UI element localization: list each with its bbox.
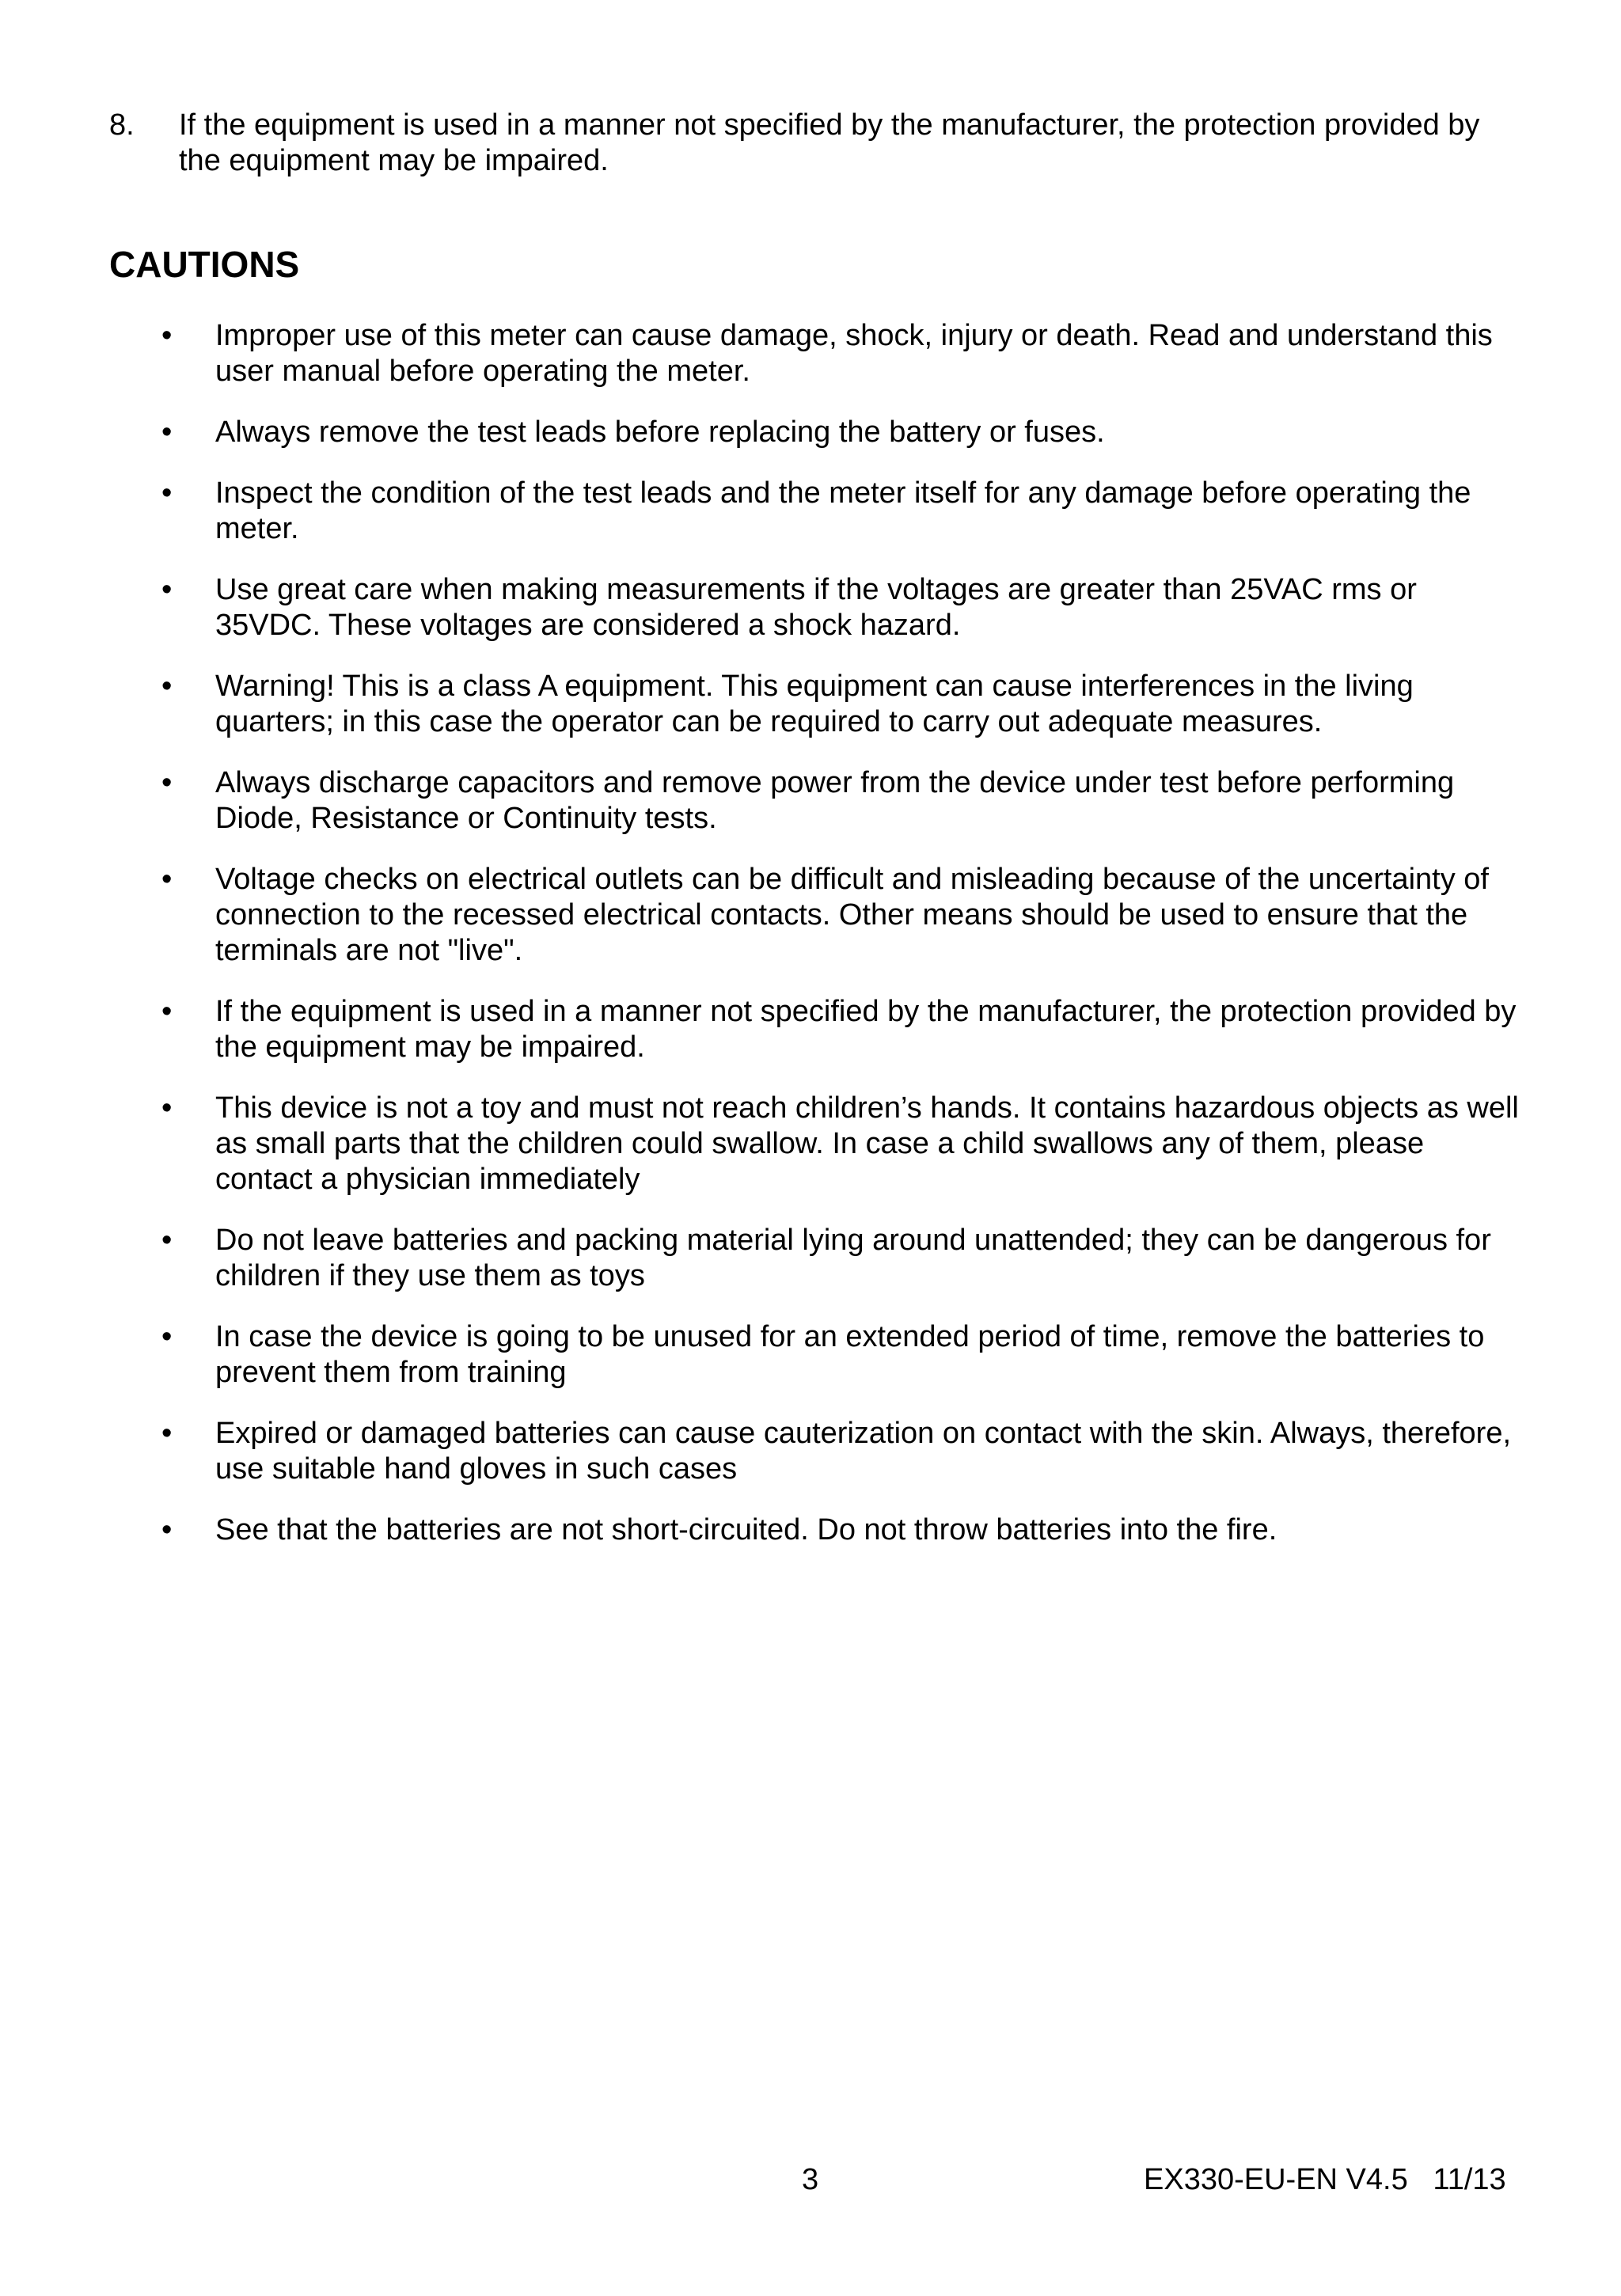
caution-text: Always discharge capacitors and remove power from the device under test before performing Diode, Resistance or Continuity tests. bbox=[215, 766, 1455, 835]
bullet-icon: • bbox=[161, 670, 173, 703]
caution-item bbox=[109, 415, 1526, 450]
caution-item bbox=[109, 572, 1526, 643]
caution-item bbox=[109, 994, 1526, 1065]
bullet-icon: • bbox=[161, 995, 173, 1028]
caution-text: If the equipment is used in a manner not specified by the manufacturer, the protection provided by the equipment may be impaired. bbox=[215, 995, 1517, 1064]
caution-item bbox=[109, 1416, 1526, 1487]
caution-text: Warning! This is a class A equipment. This equipment can cause interferences in the living quarters; in this case the operator can be required to carry out adequate measures. bbox=[215, 670, 1414, 738]
caution-item bbox=[109, 669, 1526, 740]
caution-text: This device is not a toy and must not reach children’s hands. It contains hazardous objects as well as small parts that the children could swallow. In case a child swallows any of them, please contact a physician immediately bbox=[215, 1091, 1519, 1196]
caution-text: Do not leave batteries and packing material lying around unattended; they can be dangerous for children if they use them as toys bbox=[215, 1224, 1491, 1292]
caution-text: Expired or damaged batteries can cause cauterization on contact with the skin. Always, therefore, use suitable hand gloves in such cases bbox=[215, 1417, 1512, 1486]
bullet-icon: • bbox=[161, 573, 173, 606]
caution-item bbox=[109, 1319, 1526, 1391]
caution-item bbox=[109, 1091, 1526, 1197]
bullet-icon: • bbox=[161, 863, 173, 896]
caution-item bbox=[109, 1223, 1526, 1294]
bullet-icon: • bbox=[161, 766, 173, 799]
caution-item bbox=[109, 476, 1526, 547]
caution-item bbox=[109, 1512, 1526, 1548]
caution-text: Improper use of this meter can cause damage, shock, injury or death. Read and understand this user manual before operating the meter. bbox=[215, 319, 1493, 388]
document-id: EX330-EU-EN V4.5 11/13 bbox=[1144, 2163, 1506, 2196]
caution-text: Inspect the condition of the test leads and the meter itself for any damage before operating the meter. bbox=[215, 476, 1471, 545]
bullet-icon: • bbox=[161, 319, 173, 352]
item-text: If the equipment is used in a manner not specified by the manufacturer, the protection provided by the equipment may be impaired. bbox=[179, 108, 1480, 177]
bullet-icon: • bbox=[161, 1320, 173, 1353]
cautions-heading: CAUTIONS bbox=[109, 244, 300, 285]
caution-text: See that the batteries are not short-circuited. Do not throw batteries into the fire. bbox=[215, 1513, 1277, 1546]
bullet-icon: • bbox=[161, 476, 173, 510]
caution-text: Voltage checks on electrical outlets can be difficult and misleading because of the uncertainty of connection to the recessed electrical contacts. Other means should be used to ensure that the terminals are not "live". bbox=[215, 863, 1489, 967]
caution-item bbox=[109, 318, 1526, 389]
bullet-icon: • bbox=[161, 416, 173, 449]
caution-text: In case the device is going to be unused for an extended period of time, remove the batteries to prevent them from training bbox=[215, 1320, 1485, 1389]
caution-item bbox=[109, 765, 1526, 837]
caution-text: Use great care when making measurements if the voltages are greater than 25VAC rms or 35VDC. These voltages are considered a shock hazard. bbox=[215, 573, 1417, 642]
item-number: 8. bbox=[109, 108, 135, 142]
bullet-icon: • bbox=[161, 1091, 173, 1125]
cautions-list bbox=[109, 318, 1526, 1573]
bullet-icon: • bbox=[161, 1224, 173, 1257]
caution-item bbox=[109, 862, 1526, 969]
page-number: 3 bbox=[802, 2163, 819, 2196]
bullet-icon: • bbox=[161, 1417, 173, 1450]
bullet-icon: • bbox=[161, 1513, 173, 1546]
caution-text: Always remove the test leads before replacing the battery or fuses. bbox=[215, 416, 1105, 449]
